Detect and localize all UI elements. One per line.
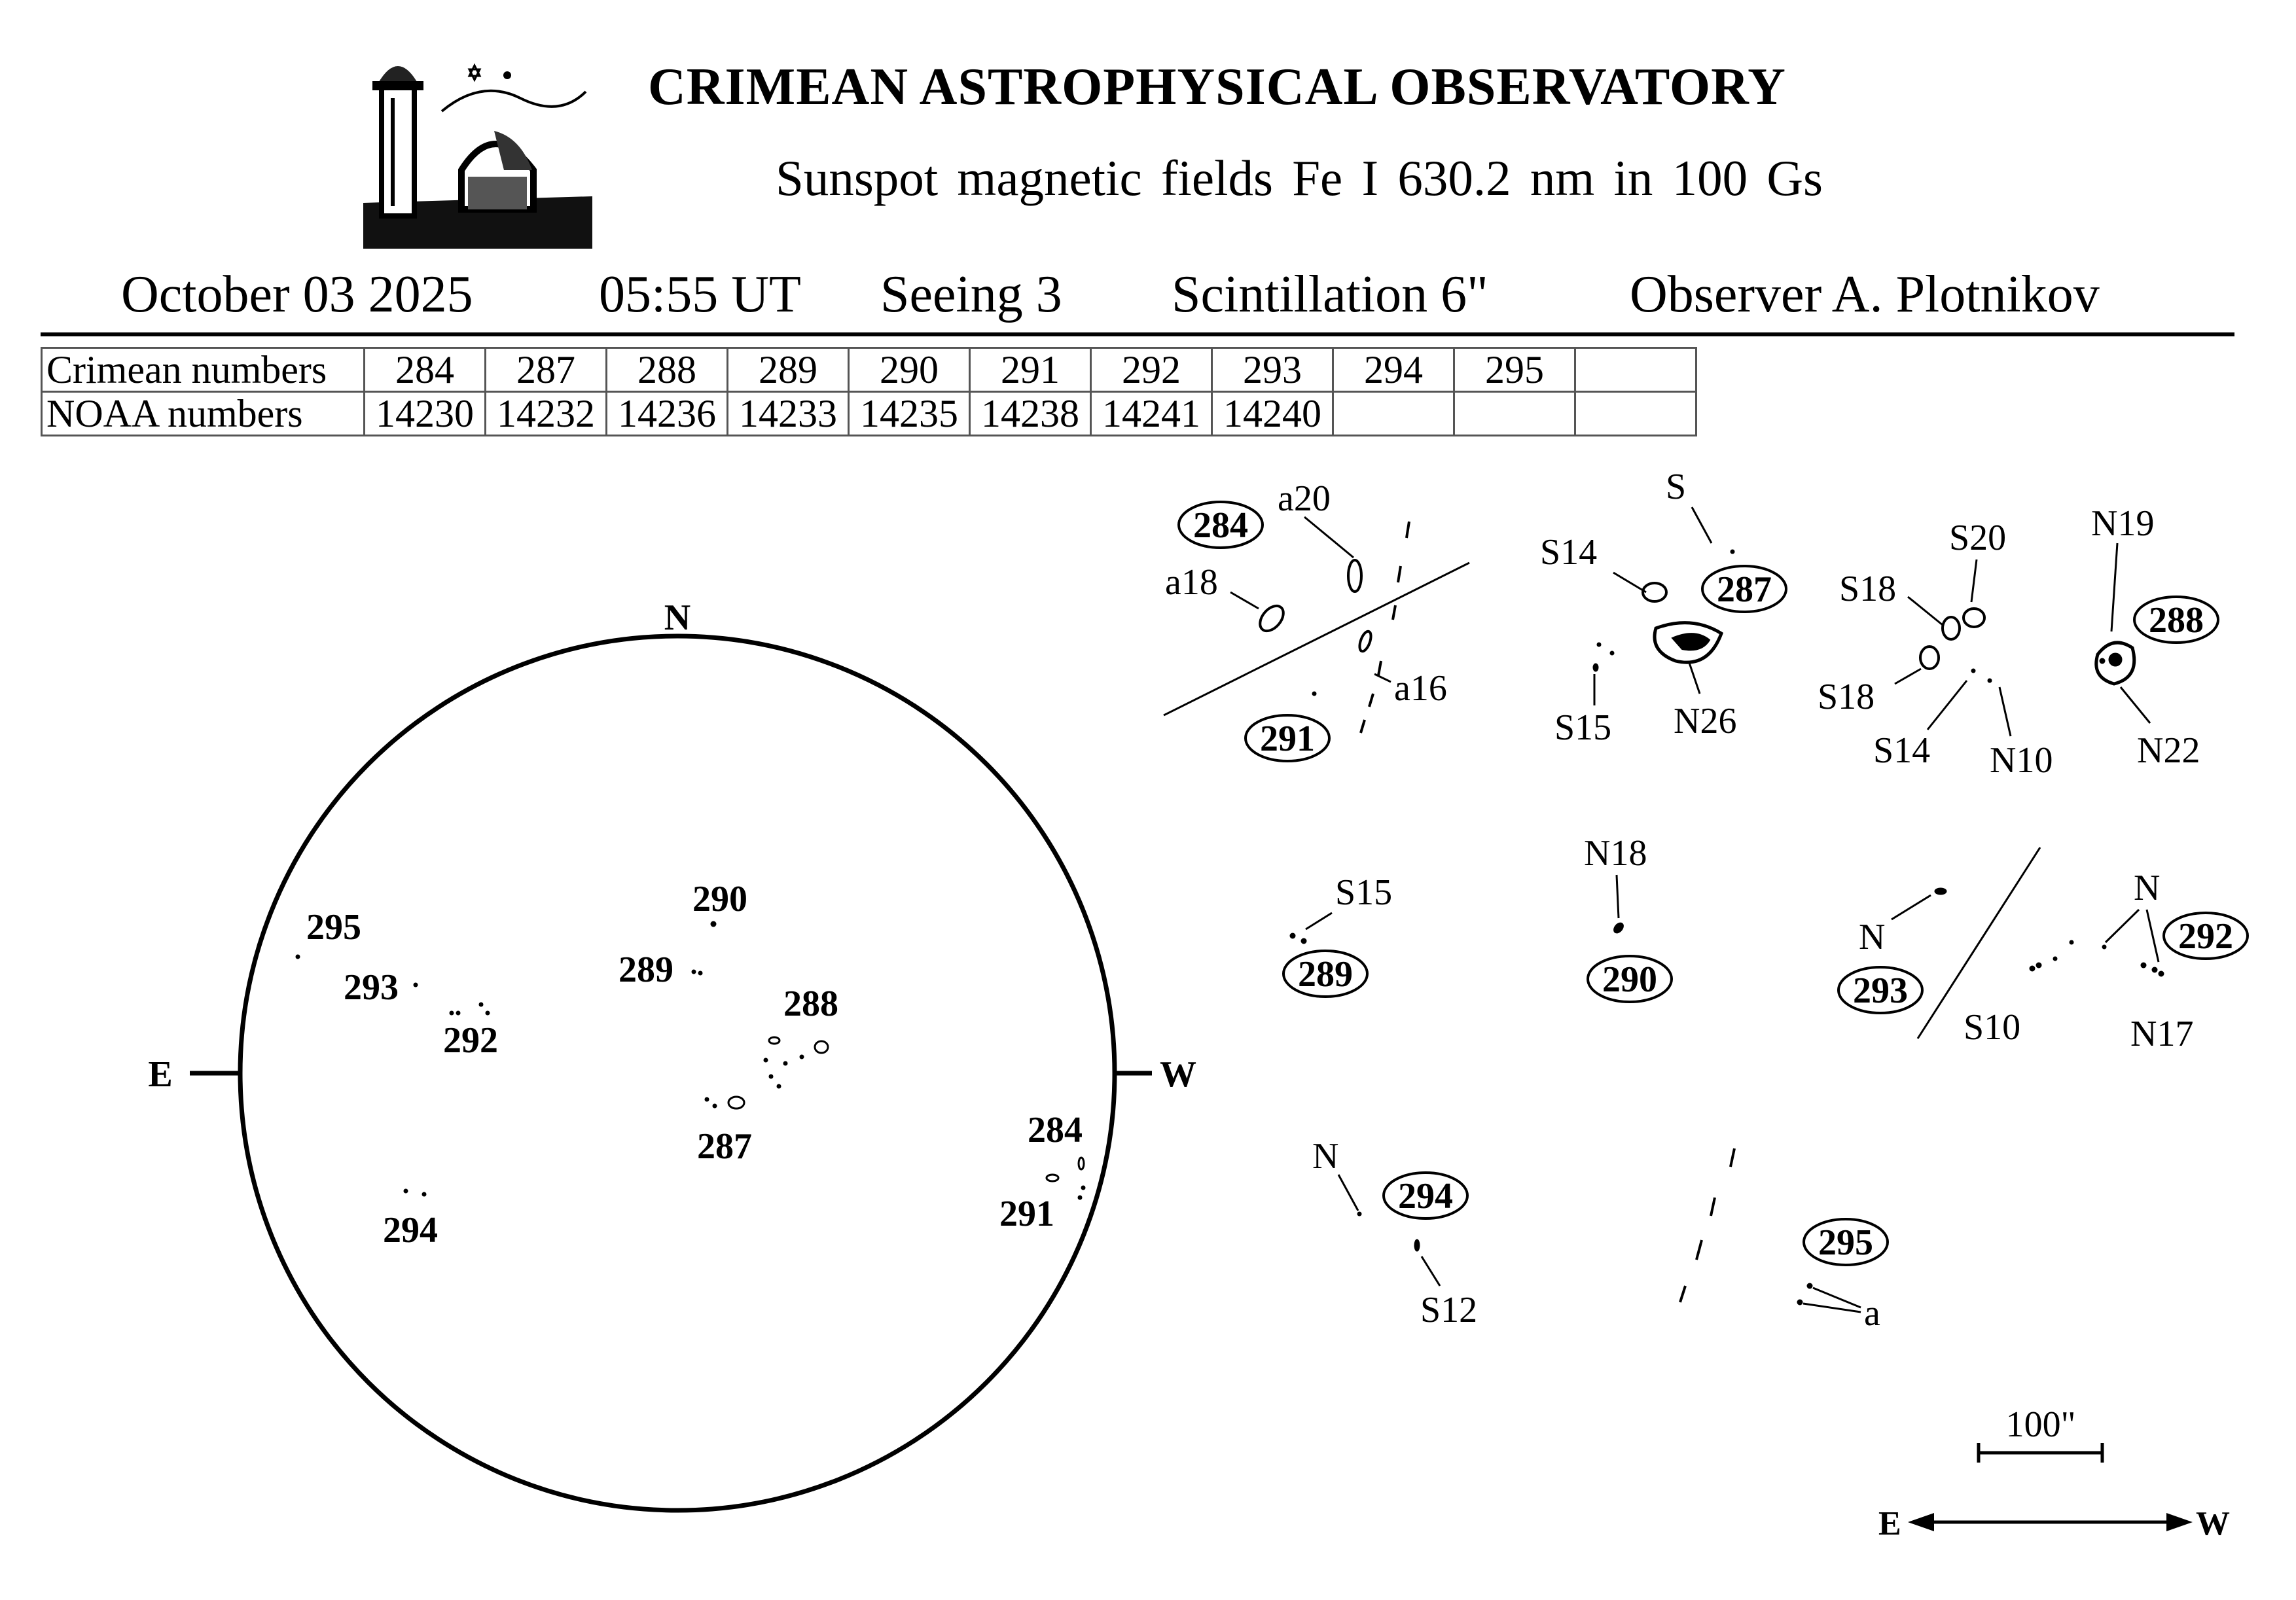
disk-label: 292	[443, 1020, 498, 1061]
region-label-290: 290	[1602, 959, 1657, 1000]
table-cell: 293	[1212, 348, 1333, 392]
east-west-arrow	[1878, 1505, 2230, 1542]
table-cell: 14233	[728, 392, 849, 436]
region-label-289: 289	[1298, 954, 1353, 995]
crimean-numbers-label: Crimean numbers	[42, 348, 365, 392]
table-cell: 289	[728, 348, 849, 392]
polarity-label: N19	[2091, 503, 2155, 544]
table-cell: 14240	[1212, 392, 1333, 436]
polarity-label: S18	[1839, 569, 1897, 609]
disk-east-label: E	[148, 1054, 173, 1095]
region-label-293: 293	[1853, 970, 1908, 1011]
table-cell: 291	[970, 348, 1091, 392]
observation-date: October 03 2025	[121, 266, 473, 323]
table-cell: 290	[849, 348, 970, 392]
disk-label: 290	[692, 879, 747, 919]
polarity-label: N22	[2137, 730, 2200, 771]
region-label-291: 291	[1260, 719, 1315, 759]
disk-label: 288	[783, 984, 838, 1024]
polarity-label: N	[2134, 868, 2161, 908]
table-cell: 288	[607, 348, 728, 392]
observer-name: Observer A. Plotnikov	[1630, 266, 2100, 323]
polarity-label: N18	[1584, 833, 1647, 874]
region-label-284: 284	[1193, 505, 1248, 546]
polarity-label: N17	[2130, 1014, 2194, 1054]
table-cell: 14232	[486, 392, 607, 436]
seeing-value: Seeing 3	[880, 266, 1062, 323]
polarity-label: S12	[1420, 1290, 1478, 1330]
table-cell: 14241	[1091, 392, 1212, 436]
polarity-label: S18	[1818, 677, 1875, 717]
table-cell: 14236	[607, 392, 728, 436]
polarity-label: N26	[1674, 701, 1737, 741]
polarity-label: a18	[1165, 562, 1218, 603]
region-label-295: 295	[1818, 1222, 1873, 1263]
table-cell: 295	[1454, 348, 1575, 392]
table-cell: 14230	[365, 392, 486, 436]
disk-label: 293	[344, 967, 399, 1008]
polarity-label: S14	[1873, 730, 1931, 771]
region-label-287: 287	[1717, 569, 1772, 610]
polarity-label: a	[1864, 1293, 1880, 1334]
polarity-label: N10	[1990, 740, 2053, 781]
region-label-292: 292	[2178, 916, 2233, 957]
page-title: CRIMEAN ASTROPHYSICAL OBSERVATORY	[648, 58, 1786, 116]
polarity-label: S15	[1335, 872, 1393, 913]
disk-label: 294	[383, 1210, 438, 1251]
table-cell: 292	[1091, 348, 1212, 392]
scale-label: 100"	[2005, 1404, 2076, 1445]
polarity-label: N	[1312, 1136, 1339, 1177]
polarity-label: S15	[1554, 707, 1612, 748]
observation-time: 05:55 UT	[599, 266, 801, 323]
table-cell: 294	[1333, 348, 1454, 392]
polarity-label: N	[1859, 917, 1886, 957]
disk-west-label: W	[1160, 1054, 1196, 1095]
polarity-label: S20	[1949, 518, 2007, 558]
polarity-label: S14	[1540, 532, 1598, 573]
polarity-label: a20	[1278, 478, 1331, 519]
noaa-numbers-label: NOAA numbers	[42, 392, 365, 436]
table-cell: 287	[486, 348, 607, 392]
table-cell: 14238	[970, 392, 1091, 436]
page-subtitle: Sunspot magnetic fields Fe I 630.2 nm in 100 Gs	[776, 150, 1823, 206]
region-label-288: 288	[2149, 600, 2204, 641]
disk-label: 291	[999, 1194, 1054, 1234]
disk-label: 284	[1028, 1110, 1083, 1150]
disk-label: 289	[619, 950, 673, 990]
disk-north-label: N	[664, 597, 691, 638]
arrow-west-label: W	[2196, 1505, 2230, 1542]
solar-disk	[148, 597, 1196, 1510]
disk-label: 295	[306, 907, 361, 948]
region-label-294: 294	[1398, 1176, 1453, 1217]
scintillation-value: Scintillation 6"	[1172, 266, 1488, 323]
table-cell: 284	[365, 348, 486, 392]
disk-label: 287	[697, 1126, 752, 1167]
polarity-label: S10	[1964, 1007, 2021, 1048]
polarity-label: S	[1666, 467, 1687, 507]
table-cell: 14235	[849, 392, 970, 436]
arrow-east-label: E	[1878, 1505, 1901, 1542]
region-details	[1164, 467, 2248, 1334]
scale-bar	[1979, 1404, 2102, 1463]
polarity-label: a16	[1394, 668, 1447, 709]
